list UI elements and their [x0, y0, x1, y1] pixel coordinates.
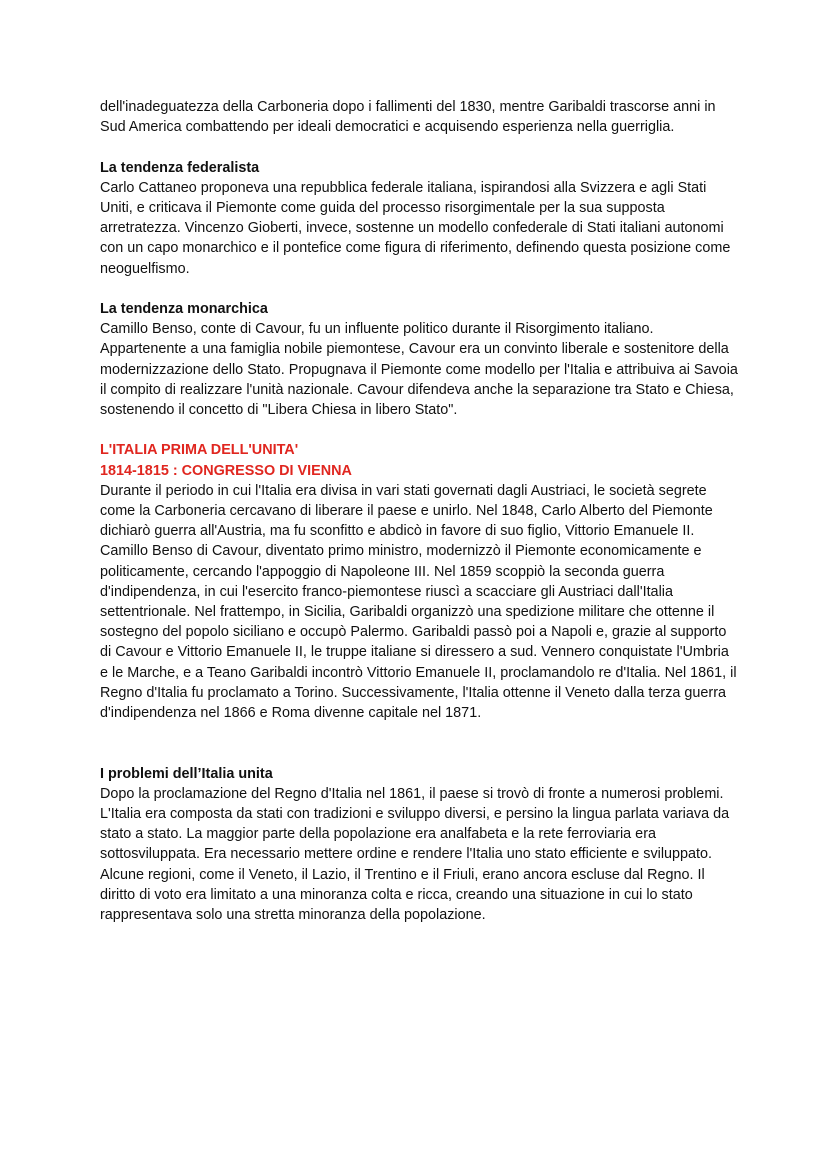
spacer [100, 279, 740, 299]
problems-paragraph: Dopo la proclamazione del Regno d'Italia nel 1861, il paese si trovò di fronte a numerosi problemi. L'Italia era composta da stati con tradizioni e sviluppo diversi, e persino la lingua parlata variava da stato a stato. La maggior parte della popolazione era analfabeta e la rete ferroviaria era sottosviluppata. Era necessario mettere ordine e rendere l'Italia uno stato efficiente e sviluppato. Alcune regioni, come il Veneto, il Lazio, il Trentino e il Friuli, erano ancora escluse dal Regno. Il diritto di voto era limitato a una minoranza colta e ricca, creando una situazione in cui lo stato rappresentava solo una stretta minoranza della popolazione. [100, 785, 730, 924]
document-page [100, 97, 740, 925]
spacer [100, 137, 740, 157]
spacer [100, 723, 740, 763]
section-monarchic [100, 299, 740, 420]
intro-paragraph: dell'inadeguatezza della Carboneria dopo i fallimenti del 1830, mentre Garibaldi trascorse anni in Sud America combattendo per ideali democratici e acquisendo esperienza nella guerriglia. [100, 99, 716, 136]
section-before-unity [100, 440, 740, 723]
before-unity-heading: L'ITALIA PRIMA DELL'UNITA' [100, 442, 299, 459]
federalist-heading: La tendenza federalista [100, 159, 260, 176]
monarchic-heading: La tendenza monarchica [100, 301, 268, 317]
section-federalist [100, 158, 740, 279]
vienna-congress-subheading: 1814-1815 : CONGRESSO DI VIENNA [100, 462, 352, 479]
problems-heading: I problemi dell’Italia unita [100, 765, 273, 782]
section-problems [100, 764, 740, 926]
monarchic-paragraph: Camillo Benso, conte di Cavour, fu un influente politico durante il Risorgimento italiano. Appartenente a una famiglia nobile piemontese, Cavour era un convinto liberale e sostenitore della modernizzazione dello Stato. Propugnava il Piemonte come modello per l'Italia e attribuiva ai Savoia il compito di realizzare l'unità nazionale. Cavour difendeva anche la separazione tra Stato e Chiesa, sostenendo il concetto di "Libera Chiesa in libero Stato". [100, 321, 738, 419]
spacer [100, 420, 740, 440]
federalist-paragraph: Carlo Cattaneo proponeva una repubblica federale italiana, ispirandosi alla Svizzera e agli Stati Uniti, e criticava il Piemonte come guida del processo risorgimentale per la sua supposta arretratezza. Vincenzo Gioberti, invece, sostenne un modello confederale di Stati italiani autonomi con un capo monarchico e il pontefice come figura di riferimento, definendo questa posizione come neoguelfismo. [100, 179, 731, 277]
before-unity-paragraph: Durante il periodo in cui l'Italia era divisa in vari stati governati dagli Austriaci, le società segrete come la Carboneria cercavano di liberare il paese e unirlo. Nel 1848, Carlo Alberto del Piemonte dichiarò guerra all'Austria, ma fu sconfitto e abdicò in favore di suo figlio, Vittorio Emanuele II. Camillo Benso di Cavour, diventato primo ministro, modernizzò il Piemonte economicamente e politicamente, cercando l'appoggio di Napoleone III. Nel 1859 scoppiò la seconda guerra d'indipendenza, in cui l'esercito franco-piemontese riuscì a scacciare gli Austriaci dall'Italia settentrionale. Nel frattempo, in Sicilia, Garibaldi organizzò una spedizione militare che ottenne il sostegno del popolo siciliano e occupò Palermo. Garibaldi passò poi a Napoli e, grazie al supporto di Cavour e Vittorio Emanuele II, le truppe italiane si diressero a sud. Vennero conquistate l'Umbria e le Marche, e a Teano Garibaldi incontrò Vittorio Emanuele II, proclamandolo re d'Italia. Nel 1861, il Regno d'Italia fu proclamato a Torino. Successivamente, l'Italia ottenne il Veneto dalla terza guerra d'indipendenza nel 1866 e Roma divenne capitale nel 1871. [100, 482, 737, 722]
